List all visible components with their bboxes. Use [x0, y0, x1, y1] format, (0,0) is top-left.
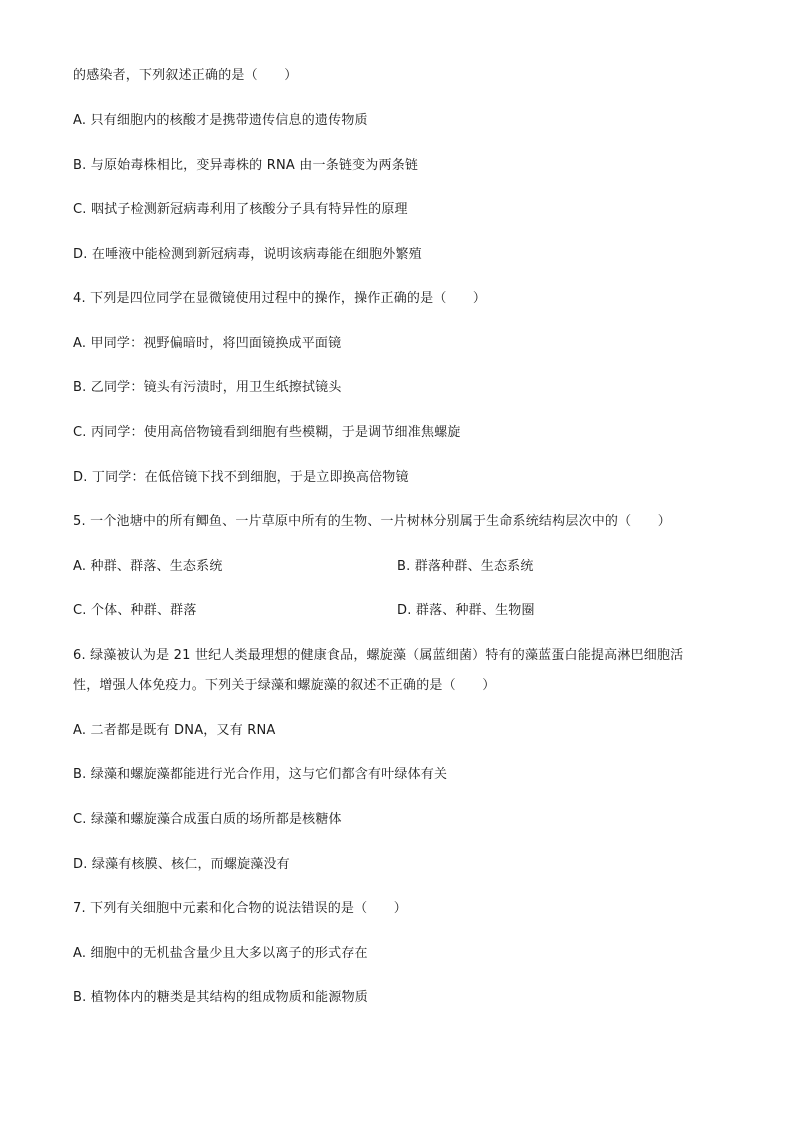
q7-option-a: A. 细胞中的无机盐含量少且大多以离子的形式存在: [73, 946, 368, 961]
q7-stem: 7. 下列有关细胞中元素和化合物的说法错误的是（ ）: [73, 901, 407, 916]
q3-option-a: A. 只有细胞内的核酸才是携带遗传信息的遗传物质: [73, 113, 368, 128]
q4-stem: 4. 下列是四位同学在显微镜使用过程中的操作，操作正确的是（ ）: [73, 291, 487, 306]
q4-option-a: A. 甲同学：视野偏暗时，将凹面镜换成平面镜: [73, 336, 342, 351]
q6-option-a: A. 二者都是既有 DNA，又有 RNA: [73, 723, 276, 738]
q6-option-d: D. 绿藻有核膜、核仁，而螺旋藻没有: [73, 857, 290, 872]
q5-stem: 5. 一个池塘中的所有鲫鱼、一片草原中所有的生物、一片树林分别属于生命系统结构层次中的（ ）: [73, 514, 671, 529]
q3-option-b: B. 与原始毒株相比，变异毒株的 RNA 由一条链变为两条链: [73, 158, 419, 173]
q5-option-b: B. 群落种群、生态系统: [397, 559, 534, 574]
q6-option-c: C. 绿藻和螺旋藻合成蛋白质的场所都是核糖体: [73, 812, 342, 827]
q5-option-d: D. 群落、种群、生物圈: [397, 603, 535, 618]
q4-option-c: C. 丙同学：使用高倍物镜看到细胞有些模糊，于是调节细准焦螺旋: [73, 425, 461, 440]
q5-option-c: C. 个体、种群、群落: [73, 603, 197, 618]
q3-stem-continuation: 的感染者，下列叙述正确的是（ ）: [73, 68, 298, 83]
q6-stem-line1: 6. 绿藻被认为是 21 世纪人类最理想的健康食品，螺旋藻（属蓝细菌）特有的藻蓝蛋白能提高淋巴细胞活: [73, 648, 684, 663]
q7-option-b: B. 植物体内的糖类是其结构的组成物质和能源物质: [73, 990, 368, 1005]
q3-option-d: D. 在唾液中能检测到新冠病毒，说明该病毒能在细胞外繁殖: [73, 247, 422, 262]
q6-option-b: B. 绿藻和螺旋藻都能进行光合作用，这与它们都含有叶绿体有关: [73, 767, 448, 782]
q6-stem-line2: 性，增强人体免疫力。下列关于绿藻和螺旋藻的叙述不正确的是（ ）: [73, 678, 496, 693]
q4-option-d: D. 丁同学：在低倍镜下找不到细胞，于是立即换高倍物镜: [73, 470, 409, 485]
q5-option-a: A. 种群、群落、生态系统: [73, 559, 223, 574]
q3-option-c: C. 咽拭子检测新冠病毒利用了核酸分子具有特异性的原理: [73, 202, 408, 217]
q4-option-b: B. 乙同学：镜头有污渍时，用卫生纸擦拭镜头: [73, 380, 342, 395]
